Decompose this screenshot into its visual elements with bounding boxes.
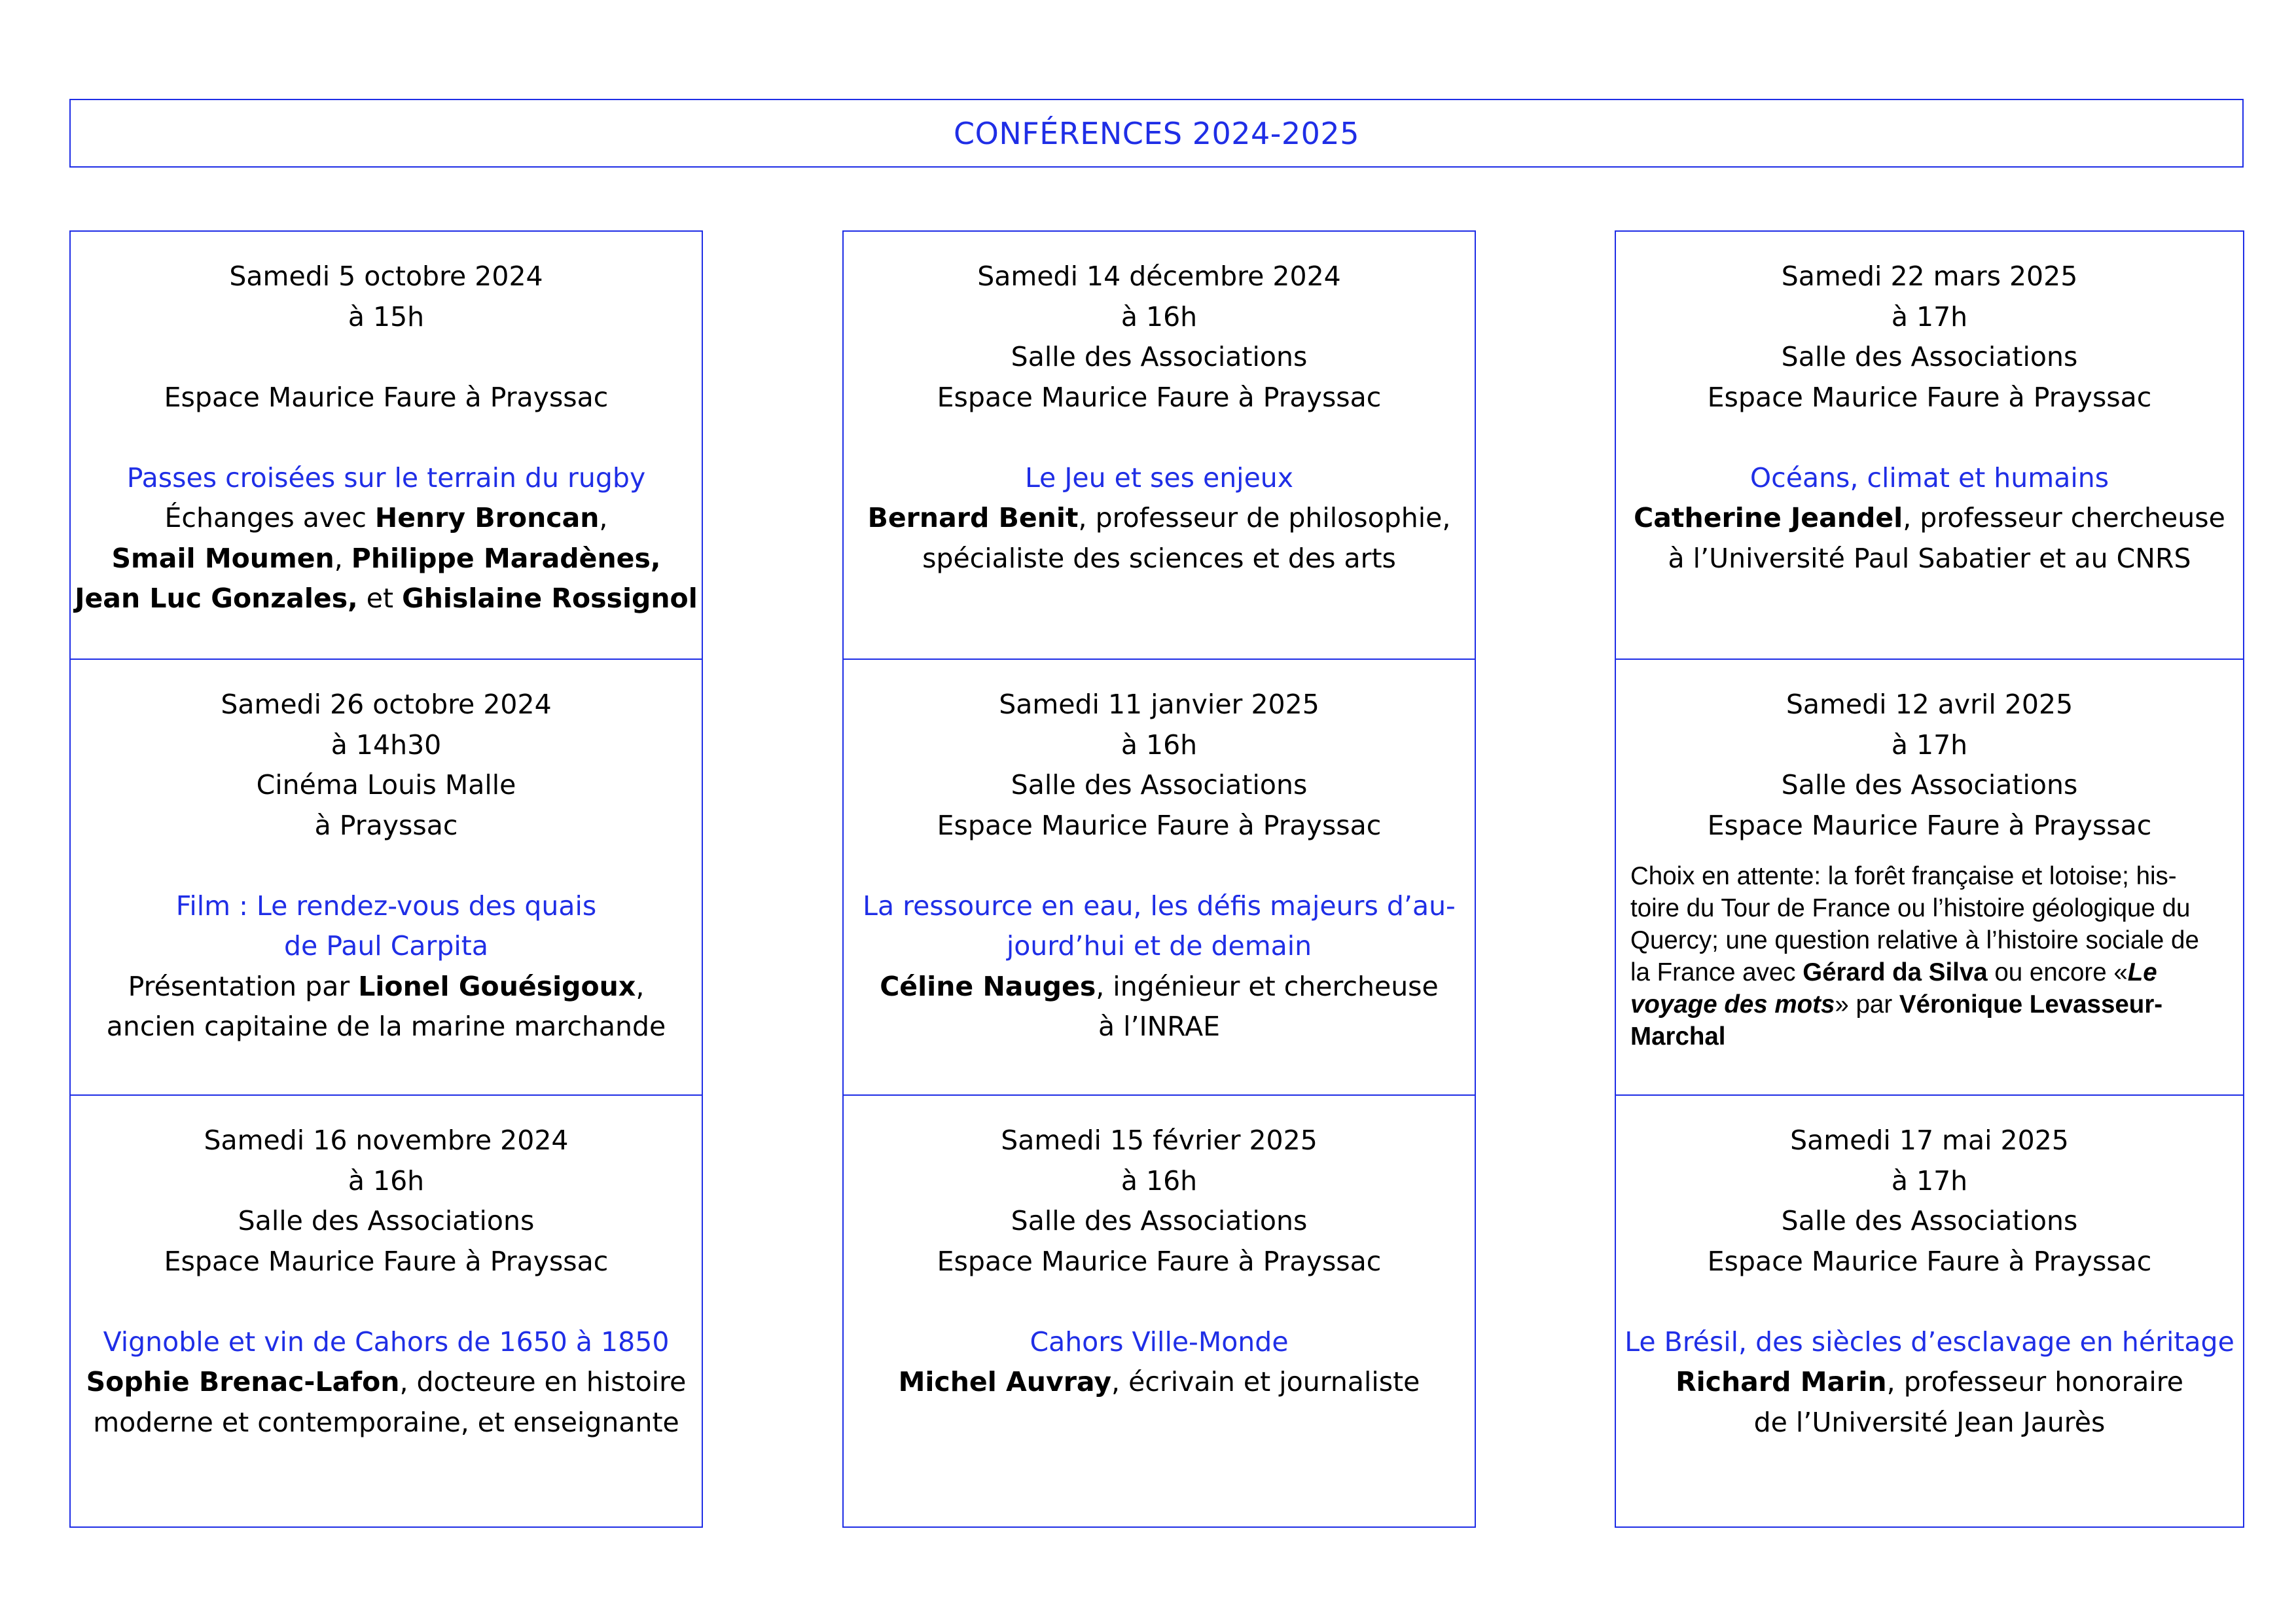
- event-speakers: Smail Moumen, Philippe Maradènes,: [111, 542, 661, 574]
- event-speaker-role: ancien capitaine de la marine marchande: [106, 1011, 666, 1042]
- title-banner: [69, 99, 2244, 168]
- event-topic: Passes croisées sur le terrain du rugby: [126, 461, 646, 494]
- event-speakers: Jean Luc Gonzales, et Ghislaine Rossignol: [75, 583, 698, 614]
- event-speakers: Échanges avec Henry Broncan,: [164, 502, 608, 533]
- event-topic: jourd’hui et de demain: [1006, 930, 1312, 962]
- event-time: à 15h: [348, 300, 425, 333]
- event-venue: Cinéma Louis Malle: [256, 769, 516, 801]
- event-venue: Salle des Associations: [1781, 341, 2078, 372]
- event-time: à 14h30: [331, 729, 442, 761]
- event-topic: Océans, climat et humains: [1749, 461, 2109, 494]
- event-speaker: Bernard Benit, professeur de philosophie,: [867, 502, 1451, 533]
- event-card: [1616, 232, 2243, 659]
- event-venue: Espace Maurice Faure à Prayssac: [937, 381, 1382, 413]
- event-time: à 17h: [1891, 729, 1968, 761]
- event-topic: de Paul Carpita: [284, 930, 488, 962]
- event-speaker: Richard Marin, professeur honoraire: [1676, 1366, 2183, 1398]
- event-date: Samedi 22 mars 2025: [1781, 261, 2078, 292]
- event-card: [71, 1094, 702, 1528]
- event-date: Samedi 15 février 2025: [1001, 1125, 1318, 1156]
- event-speaker: Présentation par Lionel Gouésigoux,: [128, 970, 645, 1002]
- event-venue: Espace Maurice Faure à Prayssac: [1707, 809, 2152, 841]
- event-topic: La ressource en eau, les défis majeurs d’au-: [863, 890, 1456, 922]
- column-2: [842, 230, 1476, 1528]
- event-topic: Le Jeu et ses enjeux: [1024, 461, 1294, 494]
- event-venue: Salle des Associations: [1781, 1205, 2078, 1236]
- event-time: à 16h: [348, 1164, 425, 1197]
- event-venue: à Prayssac: [314, 809, 458, 841]
- event-venue: Salle des Associations: [1011, 341, 1308, 372]
- event-speaker-role: à l’INRAE: [1098, 1011, 1221, 1042]
- event-speaker-role: moderne et contemporaine, et enseignante: [93, 1406, 679, 1438]
- event-venue: Salle des Associations: [1011, 769, 1308, 801]
- event-card: [71, 659, 702, 1094]
- column-3: [1615, 230, 2244, 1528]
- event-venue: Salle des Associations: [238, 1205, 535, 1236]
- event-date: Samedi 16 novembre 2024: [204, 1125, 569, 1156]
- event-card: [1616, 1094, 2243, 1528]
- event-speaker: Sophie Brenac-Lafon, docteure en histoire: [86, 1366, 687, 1398]
- event-speaker: Catherine Jeandel, professeur chercheuse: [1634, 502, 2225, 533]
- event-topic: Le Brésil, des siècles d’esclavage en héritage: [1624, 1326, 2234, 1358]
- event-speaker-role: spécialiste des sciences et des arts: [922, 542, 1396, 574]
- event-time: à 17h: [1891, 300, 1968, 333]
- event-card: [844, 232, 1475, 659]
- event-date: Samedi 11 janvier 2025: [999, 689, 1319, 720]
- event-speaker: Céline Nauges, ingénieur et chercheuse: [880, 970, 1439, 1002]
- column-1: [69, 230, 703, 1528]
- event-venue: Espace Maurice Faure à Prayssac: [164, 381, 609, 413]
- event-time: à 16h: [1121, 1164, 1198, 1197]
- event-venue: Espace Maurice Faure à Prayssac: [1707, 381, 2152, 413]
- event-time: à 17h: [1891, 1164, 1968, 1197]
- event-topic: Cahors Ville-Monde: [1030, 1326, 1289, 1358]
- event-time: à 16h: [1121, 729, 1198, 761]
- event-date: Samedi 5 octobre 2024: [229, 261, 543, 292]
- page-title: CONFÉRENCES 2024-2025: [954, 115, 1359, 151]
- event-card: [844, 659, 1475, 1094]
- event-date: Samedi 12 avril 2025: [1785, 689, 2073, 720]
- event-date: Samedi 26 octobre 2024: [221, 689, 552, 720]
- event-venue: Espace Maurice Faure à Prayssac: [937, 809, 1382, 841]
- event-venue: Espace Maurice Faure à Prayssac: [164, 1245, 609, 1277]
- event-date: Samedi 14 décembre 2024: [977, 261, 1341, 292]
- event-speaker-role: de l’Université Jean Jaurès: [1753, 1406, 2106, 1438]
- event-time: à 16h: [1121, 300, 1198, 333]
- event-topic: Vignoble et vin de Cahors de 1650 à 1850: [103, 1326, 670, 1358]
- event-card: [1616, 659, 2243, 1094]
- event-topic: Film : Le rendez-vous des quais: [175, 890, 597, 922]
- event-venue: Espace Maurice Faure à Prayssac: [1707, 1245, 2152, 1277]
- event-venue: Salle des Associations: [1011, 1205, 1308, 1236]
- event-venue: Espace Maurice Faure à Prayssac: [937, 1245, 1382, 1277]
- event-venue: Salle des Associations: [1781, 769, 2078, 801]
- event-date: Samedi 17 mai 2025: [1790, 1125, 2069, 1156]
- event-speaker: Michel Auvray, écrivain et journaliste: [898, 1366, 1420, 1398]
- event-card: [844, 1094, 1475, 1528]
- event-card: [71, 232, 702, 659]
- event-speaker-role: à l’Université Paul Sabatier et au CNRS: [1668, 542, 2191, 574]
- pending-topics-note: Choix en attente: la forêt française et lotoise; his-toire du Tour de France ou l’histoire géologique du Quercy; une question relative à l’histoire sociale de la France avec Gérard da Silva ou encore «Le voyage des mots» par Véronique Levasseur-Marchal: [1630, 862, 2199, 1051]
